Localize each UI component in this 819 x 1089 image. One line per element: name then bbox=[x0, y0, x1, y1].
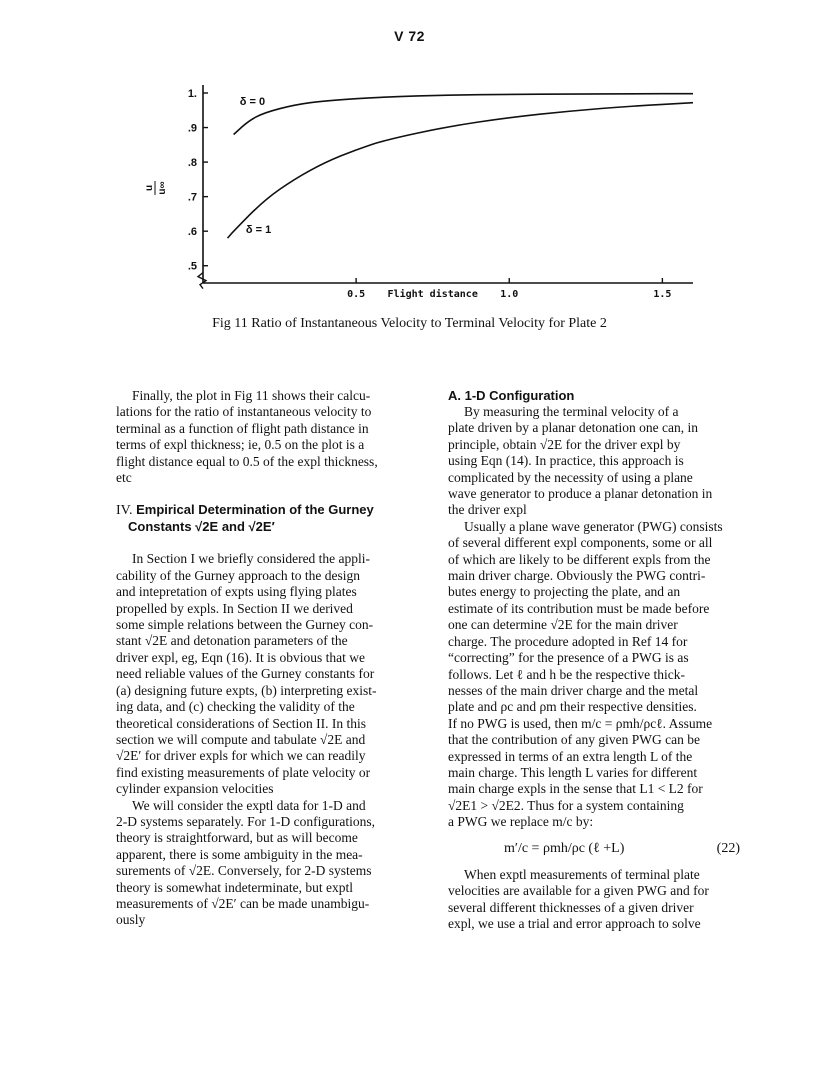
x-tick-label: 1.5 bbox=[653, 289, 672, 300]
text-line: complicated by the necessity of using a plane bbox=[448, 469, 693, 485]
figure-caption: Fig 11 Ratio of Instantaneous Velocity to Terminal Velocity for Plate 2 bbox=[212, 316, 607, 331]
text-line: theory is somewhat indeterminate, but exptl bbox=[116, 879, 353, 895]
y-tick-label: 1. bbox=[187, 88, 197, 100]
text-line: of several different expl components, some or all bbox=[448, 535, 713, 551]
section-title-line1: Empirical Determination of the Gurney bbox=[136, 502, 374, 518]
section-title-line2: Constants √2E and √2E′ bbox=[128, 519, 275, 535]
text-line: section we will compute and tabulate √2E and bbox=[116, 731, 366, 747]
text-line: When exptl measurements of terminal plate bbox=[464, 866, 700, 882]
series-line-delta-1 bbox=[228, 103, 694, 238]
paragraph-trial-error bbox=[448, 867, 744, 933]
text-line: butes energy to projecting the plate, and an bbox=[448, 584, 681, 600]
text-line: ing data, and (c) checking the validity of the bbox=[116, 699, 355, 715]
text-line: of which are likely to be different expls from the bbox=[448, 551, 711, 567]
velocity-ratio-chart bbox=[0, 60, 819, 310]
right-column bbox=[448, 388, 744, 933]
section-number: IV. bbox=[116, 503, 133, 519]
y-label-denominator: u∞ bbox=[157, 181, 168, 195]
figure-11 bbox=[0, 60, 819, 310]
paragraph-fig11-description bbox=[116, 388, 398, 486]
text-line: lations for the ratio of instantaneous velocity to bbox=[116, 404, 372, 420]
text-line: √2E1 > √2E2. Thus for a system containing bbox=[448, 797, 684, 813]
text-line: (a) designing future expts, (b) interpreting exist- bbox=[116, 682, 377, 698]
text-line: plate driven by a planar detonation one can, in bbox=[448, 420, 699, 436]
text-line: Usually a plane wave generator (PWG) consists bbox=[464, 518, 723, 534]
y-tick-label: .9 bbox=[187, 122, 197, 135]
text-line: main charge expls in the sense that L1 < L2 for bbox=[448, 781, 703, 797]
text-line: find existing measurements of plate velocity or bbox=[116, 764, 371, 780]
text-line: main driver charge. Obviously the PWG contri- bbox=[448, 568, 706, 584]
x-tick-label: 1.0 bbox=[500, 289, 519, 300]
text-line: and intepretation of expts using flying plates bbox=[116, 584, 357, 600]
paragraph-data-systems bbox=[116, 798, 398, 929]
text-line: cylinder expansion velocities bbox=[116, 781, 274, 797]
text-line: main charge. This length L varies for different bbox=[448, 764, 698, 780]
paragraph-section-intro bbox=[116, 551, 398, 797]
paragraph-pwg bbox=[448, 519, 744, 831]
text-line: theory is straightforward, but as will become bbox=[116, 830, 358, 846]
text-line: We will consider the exptl data for 1-D and bbox=[132, 797, 366, 813]
text-line: etc bbox=[116, 470, 132, 486]
text-line: Finally, the plot in Fig 11 shows their calcu- bbox=[132, 388, 371, 403]
text-line: nesses of the main driver charge and the metal bbox=[448, 682, 699, 698]
text-line: principle, obtain √2E for the driver expl by bbox=[448, 436, 681, 452]
text-line: plate and ρc and ρm their respective densities. bbox=[448, 699, 697, 715]
text-line: flight distance equal to 0.5 of the expl thickness, bbox=[116, 453, 378, 469]
text-line: driver expl, eg, Eqn (16). It is obvious that we bbox=[116, 649, 365, 665]
y-label-numerator: u bbox=[144, 184, 155, 192]
text-line: By measuring the terminal velocity of a bbox=[464, 404, 679, 419]
text-line: In Section I we briefly considered the appli- bbox=[132, 551, 371, 567]
y-tick-label: .8 bbox=[187, 157, 197, 170]
text-line: one can determine √2E for the main driver bbox=[448, 617, 678, 633]
text-line: charge. The procedure adopted in Ref 14 for bbox=[448, 633, 688, 649]
text-line: expressed in terms of an extra length L of the bbox=[448, 748, 693, 764]
series-line-delta-0 bbox=[234, 94, 693, 135]
text-line: several different thicknesses of a given driver bbox=[448, 899, 694, 915]
section-heading-iv bbox=[116, 502, 398, 535]
equation-number: (22) bbox=[716, 840, 740, 856]
paragraph-terminal-velocity bbox=[448, 404, 744, 519]
text-line: ously bbox=[116, 912, 146, 928]
text-line: need reliable values of the Gurney constants for bbox=[116, 666, 375, 682]
x-axis-label: Flight distance bbox=[387, 289, 478, 300]
text-line: cability of the Gurney approach to the design bbox=[116, 567, 361, 583]
text-line: 2-D systems separately. For 1-D configurations, bbox=[116, 813, 375, 829]
text-line: follows. Let ℓ and h be the respective thick- bbox=[448, 666, 686, 682]
text-line: the driver expl bbox=[448, 502, 527, 518]
y-tick-label: .5 bbox=[187, 260, 197, 273]
subsection-heading-a: A. 1-D Configuration bbox=[448, 388, 575, 403]
page-number: V 72 bbox=[394, 28, 425, 44]
text-line: theoretical considerations of Section II. In this bbox=[116, 715, 367, 731]
left-column bbox=[116, 388, 398, 929]
axis-break-mark bbox=[198, 273, 206, 289]
y-axis-label bbox=[144, 181, 168, 195]
text-line: stant √2E and detonation parameters of the bbox=[116, 633, 348, 649]
text-line: “correcting” for the presence of a PWG is as bbox=[448, 650, 689, 666]
text-line: measurements of √2E′ can be made unambigu- bbox=[116, 895, 370, 911]
equation-body: m′/c = ρmh/ρc (ℓ +L) bbox=[504, 840, 625, 856]
series-label-delta-0: δ = 0 bbox=[239, 96, 266, 109]
text-line: wave generator to produce a planar detonation in bbox=[448, 486, 713, 502]
text-line: surements of √2E. Conversely, for 2-D systems bbox=[116, 863, 372, 879]
text-line: using Eqn (14). In practice, this approach is bbox=[448, 453, 684, 469]
text-line: apparent, there is some ambiguity in the mea- bbox=[116, 846, 363, 862]
text-line: velocities are available for a given PWG and for bbox=[448, 883, 709, 899]
y-tick-label: .7 bbox=[187, 191, 197, 204]
y-tick-label: .6 bbox=[187, 226, 197, 239]
text-line: expl, we use a trial and error approach to solve bbox=[448, 916, 701, 932]
equation-22 bbox=[448, 841, 744, 857]
text-line: terminal as a function of flight path distance in bbox=[116, 420, 369, 436]
x-tick-label: 0.5 bbox=[347, 289, 366, 300]
text-line: estimate of its contribution must be made before bbox=[448, 600, 710, 616]
text-line: that the contribution of any given PWG can be bbox=[448, 732, 700, 748]
text-line: a PWG we replace m/c by: bbox=[448, 814, 594, 830]
text-line: If no PWG is used, then m/c = ρmh/ρcℓ. Assume bbox=[448, 715, 713, 731]
text-line: √2E′ for driver expls for which we can readily bbox=[116, 748, 366, 764]
text-line: some simple relations between the Gurney con- bbox=[116, 617, 374, 633]
text-line: propelled by expls. In Section II we derived bbox=[116, 600, 353, 616]
series-label-delta-1: δ = 1 bbox=[245, 223, 272, 236]
text-line: terms of expl thickness; ie, 0.5 on the plot is a bbox=[116, 437, 365, 453]
